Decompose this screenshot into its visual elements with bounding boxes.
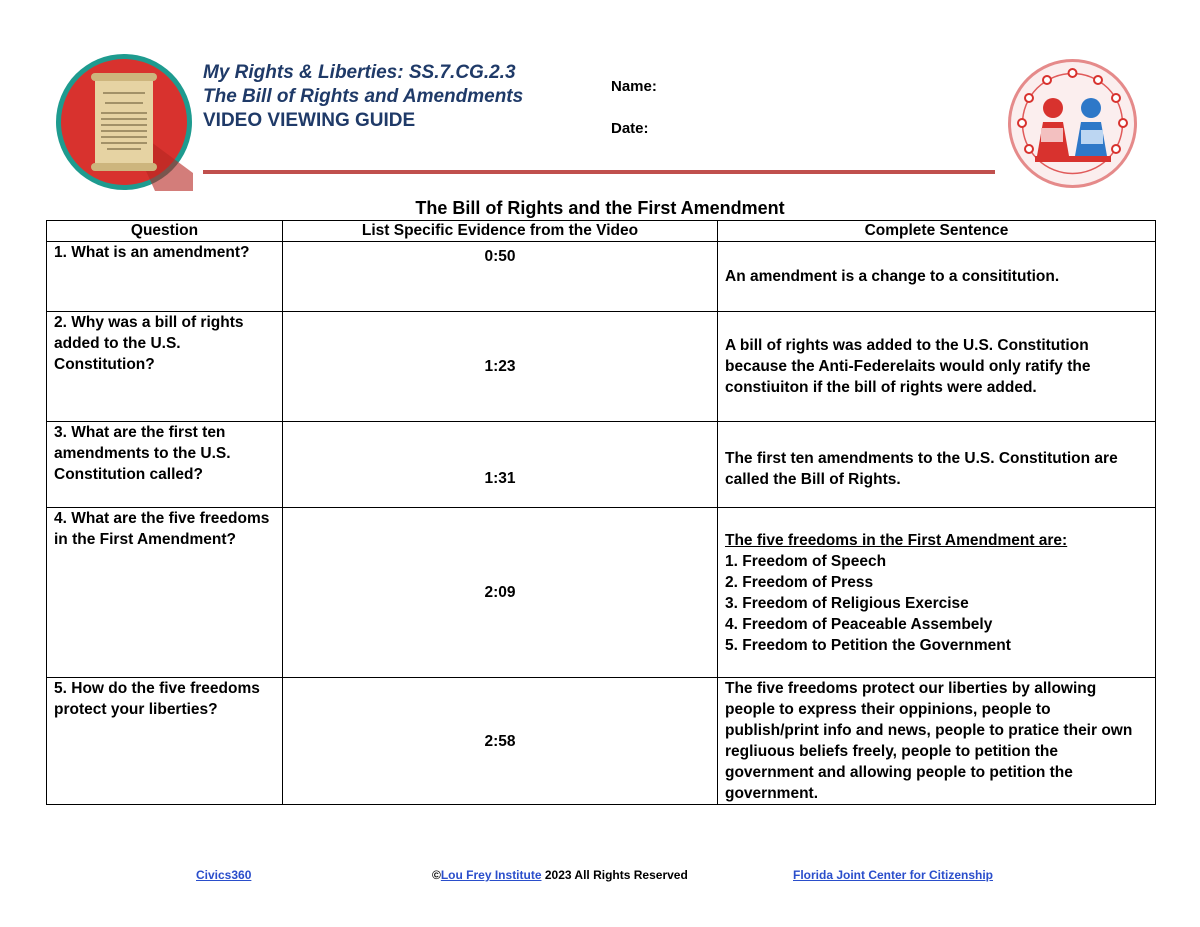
sentence-cell[interactable] (718, 312, 1156, 422)
sentence-cell[interactable] (718, 678, 1156, 805)
footer-copyright (432, 868, 688, 882)
sentence-cell[interactable] (718, 422, 1156, 508)
table-row (47, 242, 1156, 312)
question-cell (47, 422, 283, 508)
question-text: What is an amendment? (66, 244, 250, 261)
question-text: Why was a bill of rights added to the U.S. Constitution? (54, 314, 244, 373)
freedom-list-item: 3. Freedom of Religious Exercise (725, 594, 969, 612)
question-number: 3. (54, 424, 67, 441)
column-header-evidence: List Specific Evidence from the Video (283, 221, 718, 242)
question-number: 1. (54, 244, 67, 261)
question-number: 4. (54, 510, 67, 527)
civics360-logo-icon (1007, 58, 1138, 189)
sentence-cell[interactable] (718, 508, 1156, 678)
answer-text: The first ten amendments to the U.S. Constitution are called the Bill of Rights. (725, 450, 1118, 488)
evidence-cell[interactable] (283, 422, 718, 508)
question-text: What are the five freedoms in the First Amendment? (54, 510, 270, 548)
table-row (47, 422, 1156, 508)
footer-left (196, 868, 251, 882)
evidence-timestamp: 1:31 (484, 470, 516, 487)
table-row (47, 312, 1156, 422)
evidence-timestamp: 0:50 (484, 248, 516, 265)
answer-text: A bill of rights was added to the U.S. Constitution because the Anti-Federelaits would only ratify the constiuiton if the bill of rights were added. (725, 337, 1091, 396)
answer-heading: The five freedoms in the First Amendment are: (725, 531, 1068, 549)
copyright-text: 2023 All Rights Reserved (541, 868, 688, 882)
evidence-timestamp: 2:58 (484, 732, 516, 750)
freedom-list-item: 5. Freedom to Petition the Government (725, 636, 1011, 654)
guide-subject-title: My Rights & Liberties: SS.7.CG.2.3 (203, 62, 516, 83)
table-row (47, 678, 1156, 805)
guide-type-title: VIDEO VIEWING GUIDE (203, 110, 416, 131)
answer-text: The five freedoms protect our liberties by allowing people to express their oppinions, people to publish/print info and news, people to pratice their own regliuous beliefs freely, people to petition the government and allowing people to petition the government. (725, 680, 1133, 802)
guide-topic-title: The Bill of Rights and Amendments (203, 86, 524, 107)
question-cell (47, 312, 283, 422)
question-text: What are the first ten amendments to the U.S. Constitution called? (54, 424, 231, 483)
question-number: 2. (54, 314, 67, 331)
question-cell (47, 678, 283, 805)
column-header-question: Question (47, 221, 283, 242)
lou-frey-institute-link[interactable]: Lou Frey Institute (440, 868, 542, 882)
evidence-cell[interactable] (283, 508, 718, 678)
evidence-cell[interactable] (283, 312, 718, 422)
footer-right (793, 868, 993, 882)
viewing-guide-table (46, 220, 1156, 805)
table-header-row (47, 221, 1156, 242)
copyright-symbol: © (432, 868, 441, 882)
question-cell (47, 508, 283, 678)
date-label: Date: (611, 120, 649, 137)
answer-text: An amendment is a change to a consititution. (725, 268, 1060, 285)
bill-of-rights-scroll-icon (55, 53, 193, 191)
evidence-timestamp: 1:23 (484, 358, 516, 375)
evidence-cell[interactable] (283, 678, 718, 805)
florida-joint-center-link[interactable]: Florida Joint Center for Citizenship (793, 868, 994, 882)
column-header-sentence: Complete Sentence (718, 221, 1156, 242)
question-number: 5. (54, 680, 67, 697)
freedom-list-item: 4. Freedom of Peaceable Assembely (725, 615, 993, 633)
evidence-cell[interactable] (283, 242, 718, 312)
table-row (47, 508, 1156, 678)
header-divider (203, 170, 995, 174)
freedom-list-item: 1. Freedom of Speech (725, 552, 887, 570)
evidence-timestamp: 2:09 (484, 584, 516, 601)
table-title: The Bill of Rights and the First Amendment (415, 198, 785, 218)
civics360-link[interactable]: Civics360 (196, 868, 252, 882)
sentence-cell[interactable] (718, 242, 1156, 312)
question-text: How do the five freedoms protect your liberties? (54, 680, 260, 718)
question-cell (47, 242, 283, 312)
freedom-list-item: 2. Freedom of Press (725, 573, 874, 591)
name-label: Name: (611, 78, 657, 95)
